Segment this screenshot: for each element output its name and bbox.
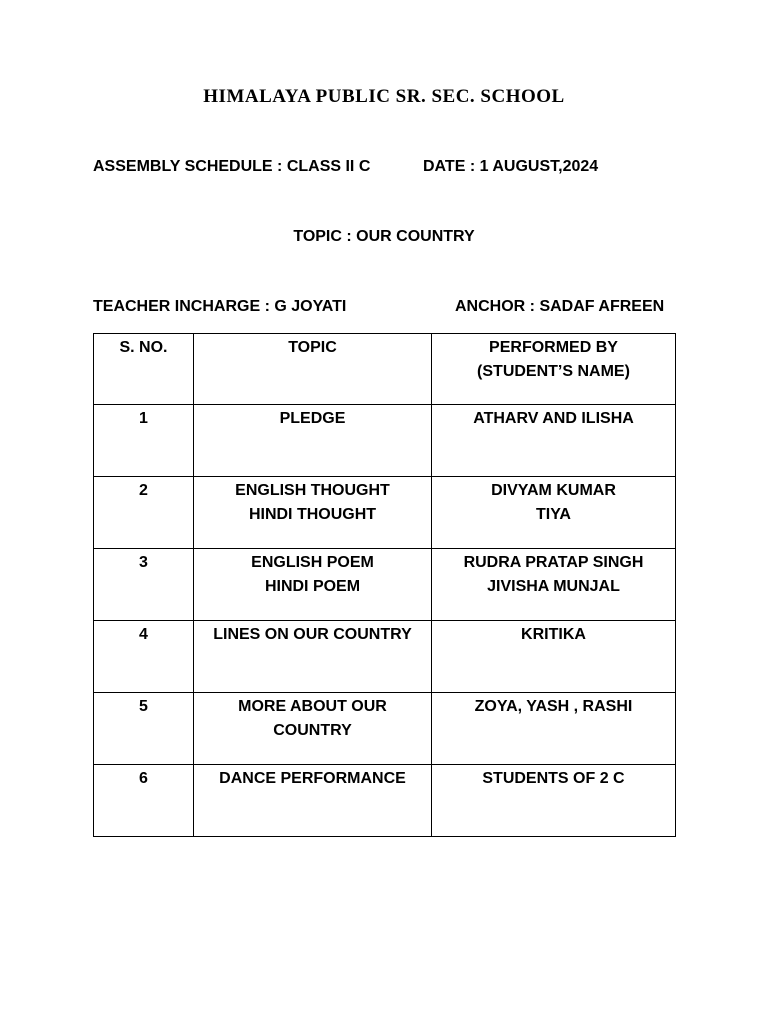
cell-sno: 2 (94, 477, 194, 549)
cell-performer: ZOYA, YASH , RASHI (432, 693, 676, 765)
cell-topic: DANCE PERFORMANCE (194, 765, 432, 837)
table-row (94, 621, 676, 693)
school-name: HIMALAYA PUBLIC SR. SEC. SCHOOL (203, 86, 565, 107)
cell-performer: DIVYAM KUMAR TIYA (432, 477, 676, 549)
table-row (94, 477, 676, 549)
header-topic: TOPIC (194, 334, 432, 405)
cell-topic: ENGLISH THOUGHT HINDI THOUGHT (194, 477, 432, 549)
table-row (94, 549, 676, 621)
cell-sno: 3 (94, 549, 194, 621)
cell-topic: PLEDGE (194, 405, 432, 477)
header-performed-by: PERFORMED BY (STUDENT’S NAME) (432, 334, 676, 405)
cell-performer: STUDENTS OF 2 C (432, 765, 676, 837)
cell-sno: 4 (94, 621, 194, 693)
table-row (94, 405, 676, 477)
cell-performer: KRITIKA (432, 621, 676, 693)
cell-topic: MORE ABOUT OUR COUNTRY (194, 693, 432, 765)
topic-line: TOPIC : OUR COUNTRY (293, 228, 475, 245)
cell-performer: ATHARV AND ILISHA (432, 405, 676, 477)
header-sno: S. NO. (94, 334, 194, 405)
cell-topic: LINES ON OUR COUNTRY (194, 621, 432, 693)
cell-performer: RUDRA PRATAP SINGH JIVISHA MUNJAL (432, 549, 676, 621)
assembly-schedule-table (93, 333, 676, 837)
table-row (94, 765, 676, 837)
cell-topic: ENGLISH POEM HINDI POEM (194, 549, 432, 621)
teacher-incharge-line: TEACHER INCHARGE : G JOYATI (93, 298, 347, 315)
anchor-line: ANCHOR : SADAF AFREEN (455, 298, 665, 315)
assembly-class-line: ASSEMBLY SCHEDULE : CLASS II C (93, 158, 371, 175)
cell-sno: 6 (94, 765, 194, 837)
table-header-row (94, 334, 676, 405)
date-line: DATE : 1 AUGUST,2024 (423, 158, 599, 175)
cell-sno: 1 (94, 405, 194, 477)
cell-sno: 5 (94, 693, 194, 765)
table-row (94, 693, 676, 765)
